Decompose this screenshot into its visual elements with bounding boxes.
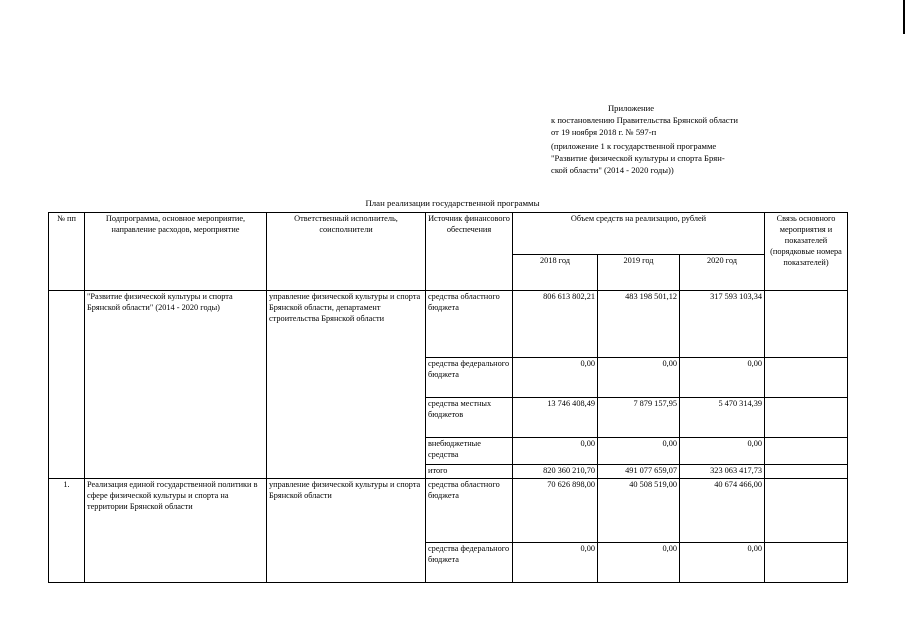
appendix-block [551, 102, 791, 177]
header-amount: Объем средств на реализацию, рублей [513, 213, 765, 255]
appendix-line-program-name: "Развитие физической культуры и спорта Брян- [551, 153, 725, 164]
value-2019: 0,00 [598, 438, 680, 465]
row-source: средства федерального бюджета [426, 542, 513, 582]
header-link: Связь основного мероприятия и показателей (порядковые номера показателей) [765, 213, 848, 291]
value-2019: 40 508 519,00 [598, 478, 680, 542]
appendix-line-date: от 19 ноября 2018 г. № 597-п [551, 127, 657, 138]
row-link [765, 465, 848, 479]
row-num [49, 291, 85, 479]
appendix-line-program-ref: (приложение 1 к государственной программе [551, 141, 717, 152]
row-source: средства областного бюджета [426, 291, 513, 358]
row-link [765, 542, 848, 582]
value-2020: 40 674 466,00 [680, 478, 765, 542]
row-link [765, 398, 848, 438]
value-2019: 7 879 157,95 [598, 398, 680, 438]
row-link [765, 291, 848, 358]
appendix-title: Приложение [607, 103, 655, 113]
total-2019: 491 077 659,07 [598, 465, 680, 479]
row-source: внебюджетные средства [426, 438, 513, 465]
value-2019: 0,00 [598, 542, 680, 582]
value-2019: 0,00 [598, 358, 680, 398]
value-2018: 0,00 [513, 438, 598, 465]
row-source: средства областного бюджета [426, 478, 513, 542]
table-row [49, 291, 848, 358]
header-2019: 2019 год [598, 255, 680, 291]
value-2018: 70 626 898,00 [513, 478, 598, 542]
appendix-line-decree: к постановлению Правительства Брянской области [551, 115, 738, 126]
table-header-row [49, 213, 848, 255]
row-link [765, 478, 848, 542]
row-program: "Развитие физической культуры и спорта Брянской области" (2014 - 2020 годы) [85, 291, 267, 479]
header-num: № пп [49, 213, 85, 291]
value-2019: 483 198 501,12 [598, 291, 680, 358]
value-2020: 0,00 [680, 438, 765, 465]
header-source: Источник финансового обеспечения [426, 213, 513, 291]
row-executor: управление физической культуры и спорта Брянской области, департамент строительства Брянской области [267, 291, 426, 479]
total-2018: 820 360 210,70 [513, 465, 598, 479]
total-2020: 323 063 417,73 [680, 465, 765, 479]
value-2020: 5 470 314,39 [680, 398, 765, 438]
table-row [49, 478, 848, 542]
header-program: Подпрограмма, основное мероприятие, направление расходов, мероприятие [85, 213, 267, 291]
header-2020: 2020 год [680, 255, 765, 291]
row-link [765, 438, 848, 465]
row-source: средства федерального бюджета [426, 358, 513, 398]
plan-table [48, 212, 848, 583]
row-source: средства местных бюджетов [426, 398, 513, 438]
header-2018: 2018 год [513, 255, 598, 291]
value-2018: 13 746 408,49 [513, 398, 598, 438]
row-source-total: итого [426, 465, 513, 479]
row-num: 1. [49, 478, 85, 582]
plan-title: План реализации государственной программы [365, 198, 540, 208]
value-2020: 317 593 103,34 [680, 291, 765, 358]
value-2020: 0,00 [680, 358, 765, 398]
row-link [765, 358, 848, 398]
value-2020: 0,00 [680, 542, 765, 582]
appendix-line-program-years: ской области" (2014 - 2020 годы)) [551, 165, 674, 176]
value-2018: 806 613 802,21 [513, 291, 598, 358]
value-2018: 0,00 [513, 542, 598, 582]
header-executor: Ответственный исполнитель, соисполнители [267, 213, 426, 291]
value-2018: 0,00 [513, 358, 598, 398]
row-program: Реализация единой государственной политики в сфере физической культуры и спорта на территории Брянской области [85, 478, 267, 582]
row-executor: управление физической культуры и спорта Брянской области [267, 478, 426, 582]
